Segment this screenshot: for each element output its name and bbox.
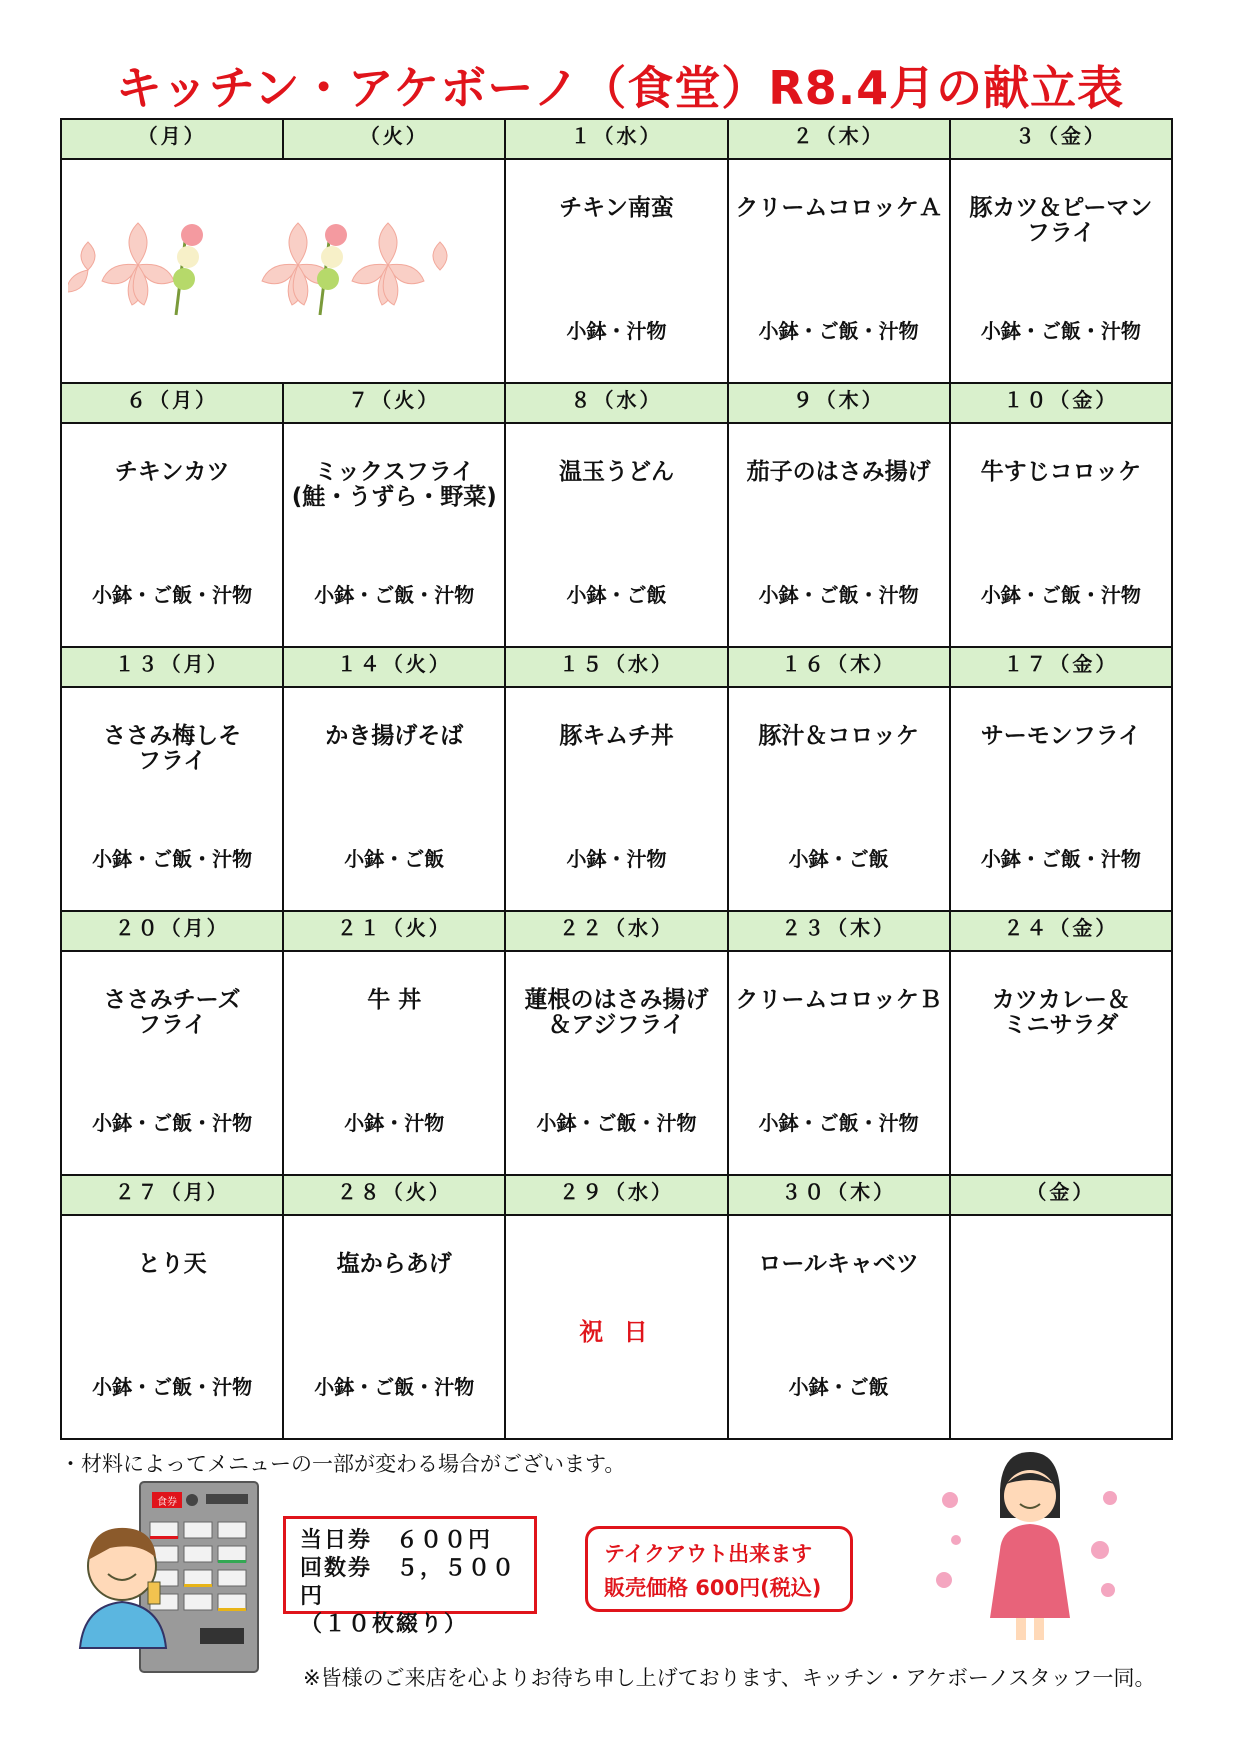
menu-cell	[61, 1215, 283, 1439]
menu-cell	[728, 423, 950, 647]
side-dishes: 小鉢・ご飯・汁物	[980, 583, 1141, 607]
side-dishes: 小鉢・ご飯・汁物	[536, 1111, 697, 1135]
menu-cell	[283, 1215, 505, 1439]
side-dishes: 小鉢・ご飯・汁物	[314, 1375, 475, 1399]
menu-cell	[283, 951, 505, 1175]
dish-name: 温玉うどん	[558, 459, 674, 485]
side-dishes: 小鉢・ご飯・汁物	[92, 847, 253, 871]
dish-name: 牛すじコロッケ	[980, 459, 1142, 485]
dish-name: とり天	[137, 1251, 207, 1277]
menu-cell	[728, 951, 950, 1175]
dish-name: 豚汁＆コロッケ	[758, 723, 919, 749]
side-dishes: 小鉢・ご飯	[788, 1375, 889, 1399]
date-header: ２８（火）	[283, 1175, 505, 1215]
date-header: （金）	[950, 1175, 1172, 1215]
dish-name: 塩からあげ	[336, 1251, 452, 1277]
dish-name: ミックスフライ (鮭・うずら・野菜)	[291, 459, 497, 510]
date-header: ６（月）	[61, 383, 283, 423]
date-header-row	[61, 119, 1172, 159]
menu-cell	[950, 159, 1172, 383]
date-header: ２９（水）	[505, 1175, 727, 1215]
dish-name: ささみ梅しそ フライ	[103, 723, 242, 774]
date-header-row	[61, 647, 1172, 687]
date-header: ２３（木）	[728, 911, 950, 951]
date-header: １０（金）	[950, 383, 1172, 423]
side-dishes: 小鉢・ご飯・汁物	[92, 583, 253, 607]
takeout-available-text: テイクアウト出来ます	[604, 1542, 813, 1566]
dish-name: 茄子のはさみ揚げ	[746, 459, 931, 485]
date-header: ３（金）	[950, 119, 1172, 159]
side-dishes: 小鉢・汁物	[566, 319, 667, 343]
side-dishes: 小鉢・ご飯・汁物	[314, 583, 475, 607]
date-header: １４（火）	[283, 647, 505, 687]
takeout-price-text: 販売価格 600円(税込)	[604, 1576, 822, 1600]
menu-cell	[728, 1215, 950, 1439]
menu-cell	[505, 951, 727, 1175]
menu-cell	[728, 159, 950, 383]
menu-cell	[950, 951, 1172, 1175]
date-header: ９（木）	[728, 383, 950, 423]
side-dishes: 小鉢・ご飯・汁物	[980, 319, 1141, 343]
side-dishes: 小鉢・ご飯・汁物	[92, 1375, 253, 1399]
menu-cell	[505, 687, 727, 911]
side-dishes: 小鉢・ご飯	[344, 847, 445, 871]
menu-cell	[61, 159, 505, 383]
dish-name: クリームコロッケＡ	[735, 195, 942, 221]
menu-row	[61, 687, 1172, 911]
menu-change-note: ・材料によってメニューの一部が変わる場合がございます。	[60, 1452, 626, 1476]
dish-name: ささみチーズ フライ	[103, 987, 241, 1038]
date-header-row	[61, 383, 1172, 423]
takeout-box	[585, 1526, 853, 1612]
date-header: １７（金）	[950, 647, 1172, 687]
dish-name: かき揚げそば	[325, 723, 464, 749]
menu-cell	[728, 687, 950, 911]
date-header: ３０（木）	[728, 1175, 950, 1215]
holiday-label: 祝 日	[579, 1318, 654, 1346]
sakura-dango-decoration	[68, 215, 448, 325]
dish-name: 牛 丼	[367, 987, 422, 1013]
staff-message: ※皆様のご来店を心よりお待ち申し上げております、キッチン・アケボーノスタッフ一同。	[303, 1666, 1156, 1690]
side-dishes: 小鉢・汁物	[566, 847, 667, 871]
same-day-ticket-price: 当日券 ６００円	[300, 1528, 493, 1553]
side-dishes: 小鉢・ご飯・汁物	[758, 319, 919, 343]
menu-row	[61, 951, 1172, 1175]
menu-cell	[61, 687, 283, 911]
side-dishes: 小鉢・ご飯・汁物	[980, 847, 1141, 871]
dish-name: クリームコロッケＢ	[735, 987, 942, 1013]
date-header: １６（木）	[728, 647, 950, 687]
date-header: ２（木）	[728, 119, 950, 159]
date-header: （月）	[61, 119, 283, 159]
coupon-book-price: 回数券 ５，５００円	[300, 1556, 517, 1609]
date-header-row	[61, 1175, 1172, 1215]
date-header: １５（水）	[505, 647, 727, 687]
dish-name: 豚カツ＆ピーマン フライ	[969, 195, 1153, 246]
menu-row	[61, 159, 1172, 383]
menu-row	[61, 423, 1172, 647]
date-header: ２４（金）	[950, 911, 1172, 951]
side-dishes: 小鉢・ご飯	[788, 847, 889, 871]
coupon-book-count: （１０枚綴り）	[300, 1612, 469, 1637]
date-header: ７（火）	[283, 383, 505, 423]
dish-name: 豚キムチ丼	[559, 723, 674, 749]
dish-name: カツカレー＆ ミニサラダ	[991, 987, 1130, 1038]
menu-cell	[505, 423, 727, 647]
side-dishes: 小鉢・ご飯・汁物	[758, 1111, 919, 1135]
menu-calendar	[60, 118, 1173, 1440]
page-title: キッチン・アケボーノ（食堂）R8.4月の献立表	[115, 61, 1125, 115]
date-header: ２０（月）	[61, 911, 283, 951]
date-header: ２２（水）	[505, 911, 727, 951]
date-header: ８（水）	[505, 383, 727, 423]
menu-cell	[950, 687, 1172, 911]
menu-cell	[950, 423, 1172, 647]
side-dishes: 小鉢・汁物	[344, 1111, 445, 1135]
menu-cell	[283, 423, 505, 647]
dish-name: チキンカツ	[114, 459, 230, 485]
menu-row	[61, 1215, 1172, 1439]
dish-name: 蓮根のはさみ揚げ ＆アジフライ	[524, 987, 709, 1038]
dish-name: ロールキャベツ	[758, 1251, 919, 1277]
date-header: ２１（火）	[283, 911, 505, 951]
date-header: １３（月）	[61, 647, 283, 687]
menu-cell	[283, 687, 505, 911]
date-header: １（水）	[505, 119, 727, 159]
side-dishes: 小鉢・ご飯	[566, 583, 667, 607]
ticket-price-box	[283, 1516, 537, 1637]
bowing-woman-illustration	[930, 1440, 1130, 1650]
menu-cell	[505, 1215, 727, 1439]
menu-cell	[950, 1215, 1172, 1439]
menu-cell	[61, 423, 283, 647]
date-header-row	[61, 911, 1172, 951]
machine-label: 食券	[157, 1497, 177, 1508]
date-header: ２７（月）	[61, 1175, 283, 1215]
menu-cell	[61, 951, 283, 1175]
dish-name: チキン南蛮	[559, 195, 674, 221]
ticket-machine-illustration	[70, 1478, 270, 1678]
menu-cell	[505, 159, 727, 383]
side-dishes: 小鉢・ご飯・汁物	[758, 583, 919, 607]
side-dishes: 小鉢・ご飯・汁物	[92, 1111, 253, 1135]
dish-name: サーモンフライ	[980, 723, 1142, 749]
date-header: （火）	[283, 119, 505, 159]
